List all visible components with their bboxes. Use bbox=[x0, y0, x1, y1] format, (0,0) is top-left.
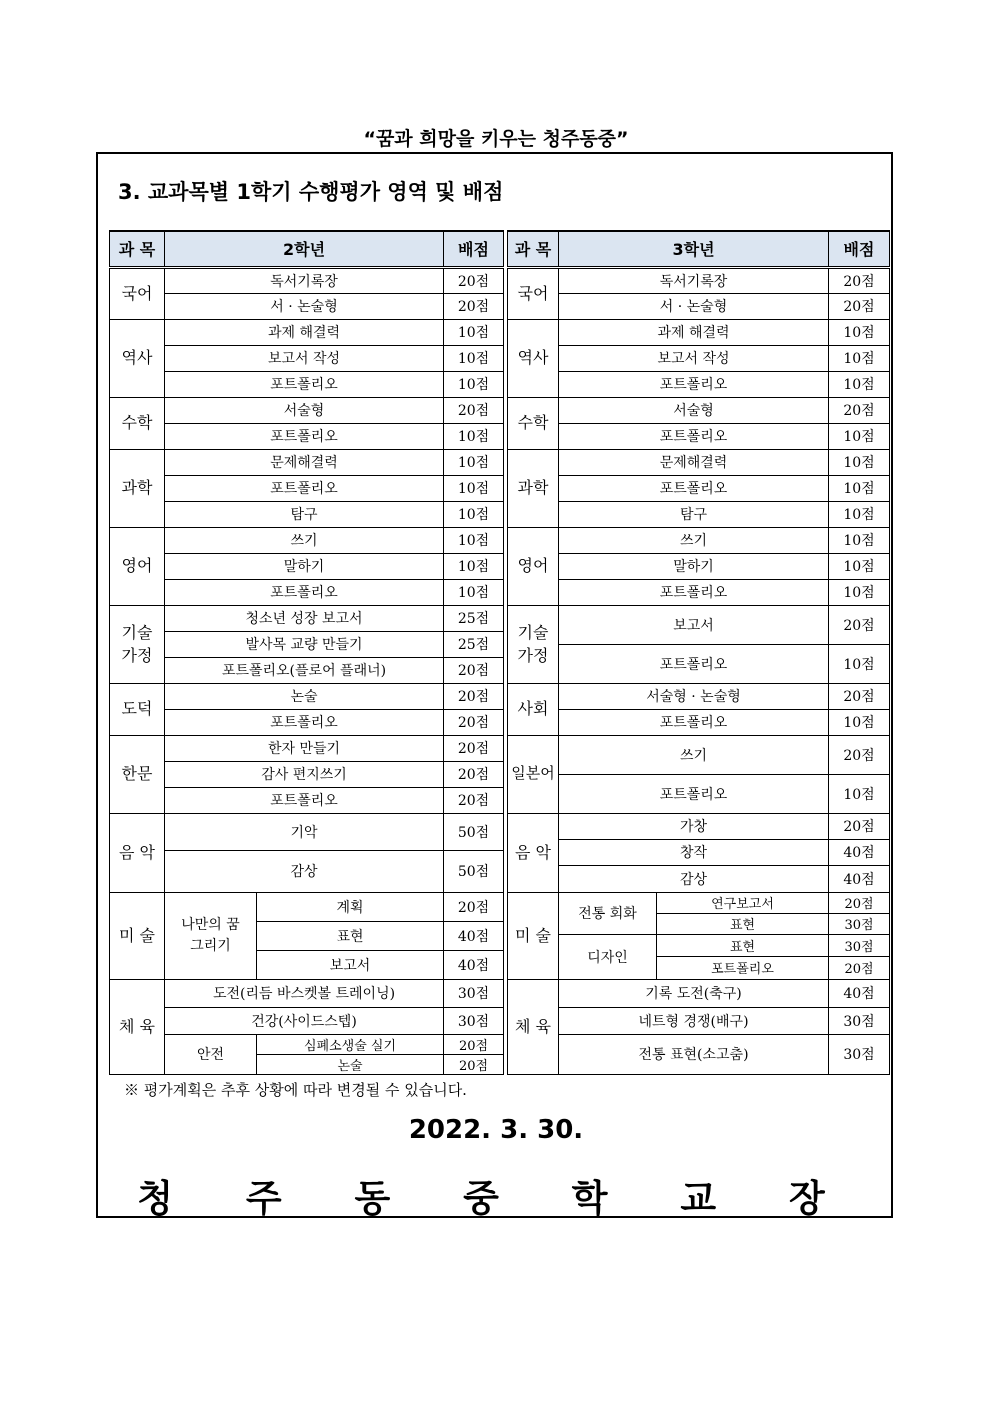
points-cell: 50점 bbox=[444, 813, 504, 850]
subject-cell: 한문 bbox=[110, 735, 165, 813]
area-cell: 도전(리듬 바스켓볼 트레이닝) bbox=[165, 979, 444, 1007]
grade3-table bbox=[507, 230, 890, 1075]
points-cell: 10점 bbox=[829, 371, 890, 397]
area-cell: 과제 해결력 bbox=[559, 319, 829, 345]
area-cell: 포트폴리오 bbox=[165, 371, 444, 397]
area-cell: 서술형 bbox=[559, 397, 829, 423]
area-cell: 서 · 논술형 bbox=[165, 293, 444, 319]
area-cell: 청소년 성장 보고서 bbox=[165, 605, 444, 631]
points-cell: 10점 bbox=[829, 501, 890, 527]
subject-header: 과 목 bbox=[508, 231, 559, 267]
area-cell: 감상 bbox=[165, 850, 444, 892]
change-notice: ※ 평가계획은 추후 상황에 따라 변경될 수 있습니다. bbox=[124, 1081, 467, 1099]
area-cell: 논술 bbox=[257, 1054, 444, 1074]
area-cell: 포트폴리오 bbox=[559, 709, 829, 735]
points-cell: 20점 bbox=[829, 267, 890, 293]
area-cell: 포트폴리오 bbox=[165, 709, 444, 735]
points-cell: 20점 bbox=[829, 605, 890, 644]
subject-cell: 과학 bbox=[110, 449, 165, 527]
subject-cell: 체 육 bbox=[110, 979, 165, 1074]
subject-cell: 사회 bbox=[508, 683, 559, 735]
subject-cell: 영어 bbox=[110, 527, 165, 605]
points-cell: 20점 bbox=[444, 293, 504, 319]
subject-cell: 역사 bbox=[110, 319, 165, 397]
points-cell: 10점 bbox=[829, 709, 890, 735]
group-cell: 디자인 bbox=[559, 934, 657, 979]
points-cell: 20점 bbox=[444, 1034, 504, 1054]
points-cell: 10점 bbox=[829, 449, 890, 475]
points-cell: 20점 bbox=[444, 709, 504, 735]
area-cell: 계획 bbox=[257, 892, 444, 921]
area-cell: 기악 bbox=[165, 813, 444, 850]
area-cell: 포트폴리오 bbox=[165, 475, 444, 501]
area-cell: 가창 bbox=[559, 813, 829, 839]
subject-cell: 음 악 bbox=[508, 813, 559, 892]
area-cell: 포트폴리오 bbox=[559, 423, 829, 449]
points-cell: 10점 bbox=[829, 319, 890, 345]
area-cell: 포트폴리오 bbox=[559, 475, 829, 501]
area-cell: 과제 해결력 bbox=[165, 319, 444, 345]
subject-cell: 역사 bbox=[508, 319, 559, 397]
points-cell: 10점 bbox=[444, 319, 504, 345]
points-header: 배점 bbox=[829, 231, 890, 267]
area-cell: 표현 bbox=[657, 934, 829, 956]
points-cell: 10점 bbox=[444, 553, 504, 579]
points-cell: 10점 bbox=[829, 423, 890, 449]
points-cell: 30점 bbox=[444, 1007, 504, 1034]
area-cell: 기록 도전(축구) bbox=[559, 979, 829, 1007]
points-cell: 40점 bbox=[444, 921, 504, 950]
group-cell bbox=[165, 892, 257, 979]
area-cell: 말하기 bbox=[165, 553, 444, 579]
document-date: 2022. 3. 30. bbox=[408, 1115, 584, 1145]
area-cell: 서 · 논술형 bbox=[559, 293, 829, 319]
area-cell: 포트폴리오 bbox=[165, 423, 444, 449]
area-cell: 포트폴리오 bbox=[165, 579, 444, 605]
points-cell: 30점 bbox=[829, 1007, 890, 1034]
area-cell: 포트폴리오 bbox=[559, 371, 829, 397]
points-cell: 20점 bbox=[444, 397, 504, 423]
subject-cell: 수학 bbox=[110, 397, 165, 449]
area-cell: 전통 표현(소고춤) bbox=[559, 1034, 829, 1074]
subject-header: 과 목 bbox=[110, 231, 165, 267]
points-cell: 30점 bbox=[444, 979, 504, 1007]
area-cell: 보고서 bbox=[559, 605, 829, 644]
points-cell: 10점 bbox=[444, 475, 504, 501]
area-cell: 포트폴리오 bbox=[657, 956, 829, 979]
subject-cell: 미 술 bbox=[508, 892, 559, 979]
area-cell: 보고서 작성 bbox=[559, 345, 829, 371]
area-cell: 보고서 작성 bbox=[165, 345, 444, 371]
group-line: 그리기 bbox=[190, 937, 231, 954]
area-cell: 네트형 경쟁(배구) bbox=[559, 1007, 829, 1034]
points-cell: 20점 bbox=[444, 787, 504, 813]
points-cell: 10점 bbox=[829, 475, 890, 501]
points-cell: 25점 bbox=[444, 605, 504, 631]
grade2-table bbox=[109, 230, 504, 1075]
area-cell: 탐구 bbox=[165, 501, 444, 527]
points-cell: 10점 bbox=[829, 644, 890, 683]
points-cell: 20점 bbox=[444, 267, 504, 293]
points-cell: 10점 bbox=[829, 553, 890, 579]
subject-cell: 과학 bbox=[508, 449, 559, 527]
points-cell: 10점 bbox=[829, 527, 890, 553]
points-cell: 20점 bbox=[444, 683, 504, 709]
area-cell: 감상 bbox=[559, 865, 829, 892]
subject-line: 가정 bbox=[121, 646, 153, 665]
area-cell: 문제해결력 bbox=[559, 449, 829, 475]
area-cell: 보고서 bbox=[257, 950, 444, 979]
area-cell: 탐구 bbox=[559, 501, 829, 527]
points-cell: 10점 bbox=[829, 345, 890, 371]
subject-cell: 체 육 bbox=[508, 979, 559, 1074]
area-cell: 포트폴리오 bbox=[559, 579, 829, 605]
points-cell: 40점 bbox=[829, 865, 890, 892]
group-line: 나만의 꿈 bbox=[181, 917, 240, 934]
points-cell: 20점 bbox=[829, 683, 890, 709]
subject-cell: 음 악 bbox=[110, 813, 165, 892]
points-cell: 10점 bbox=[444, 527, 504, 553]
points-cell: 40점 bbox=[829, 979, 890, 1007]
points-cell: 50점 bbox=[444, 850, 504, 892]
subject-cell: 일본어 bbox=[508, 735, 559, 813]
subject-line: 가정 bbox=[517, 646, 549, 665]
area-cell: 쓰기 bbox=[559, 527, 829, 553]
subject-line: 기술 bbox=[517, 622, 549, 642]
subject-cell: 국어 bbox=[508, 267, 559, 319]
points-cell: 40점 bbox=[829, 839, 890, 865]
points-cell: 10점 bbox=[444, 501, 504, 527]
points-cell: 10점 bbox=[829, 579, 890, 605]
area-cell: 표현 bbox=[657, 913, 829, 934]
area-cell: 독서기록장 bbox=[559, 267, 829, 293]
grade3-header: 3학년 bbox=[559, 231, 829, 267]
subject-cell: 미 술 bbox=[110, 892, 165, 979]
points-cell: 30점 bbox=[829, 913, 890, 934]
points-cell: 30점 bbox=[829, 1034, 890, 1074]
area-cell: 독서기록장 bbox=[165, 267, 444, 293]
points-cell: 20점 bbox=[444, 892, 504, 921]
points-cell: 20점 bbox=[829, 293, 890, 319]
area-cell: 창작 bbox=[559, 839, 829, 865]
area-cell: 연구보고서 bbox=[657, 892, 829, 913]
points-cell: 20점 bbox=[829, 735, 890, 774]
area-cell: 쓰기 bbox=[559, 735, 829, 774]
area-cell: 건강(사이드스텝) bbox=[165, 1007, 444, 1034]
area-cell: 발사목 교량 만들기 bbox=[165, 631, 444, 657]
subject-cell: 영어 bbox=[508, 527, 559, 605]
points-cell: 40점 bbox=[444, 950, 504, 979]
area-cell: 문제해결력 bbox=[165, 449, 444, 475]
principal-signature: 청 주 동 중 학 교 장 bbox=[137, 1177, 855, 1220]
area-cell: 한자 만들기 bbox=[165, 735, 444, 761]
area-cell: 말하기 bbox=[559, 553, 829, 579]
group-cell: 안전 bbox=[165, 1034, 257, 1074]
subject-cell: 수학 bbox=[508, 397, 559, 449]
subject-cell: 국어 bbox=[110, 267, 165, 319]
school-motto: “꿈과 희망을 키우는 청주동중” bbox=[363, 128, 629, 150]
area-cell: 서술형 bbox=[165, 397, 444, 423]
points-cell: 20점 bbox=[444, 761, 504, 787]
area-cell: 포트폴리오 bbox=[559, 774, 829, 813]
points-cell: 10점 bbox=[444, 449, 504, 475]
area-cell: 포트폴리오 bbox=[559, 644, 829, 683]
area-cell: 심폐소생술 실기 bbox=[257, 1034, 444, 1054]
area-cell: 쓰기 bbox=[165, 527, 444, 553]
area-cell: 포트폴리오 bbox=[165, 787, 444, 813]
points-cell: 25점 bbox=[444, 631, 504, 657]
points-cell: 10점 bbox=[829, 774, 890, 813]
points-cell: 20점 bbox=[829, 397, 890, 423]
grade2-header: 2학년 bbox=[165, 231, 444, 267]
subject-cell bbox=[110, 605, 165, 683]
points-header: 배점 bbox=[444, 231, 504, 267]
points-cell: 20점 bbox=[829, 813, 890, 839]
points-cell: 10점 bbox=[444, 371, 504, 397]
subject-cell: 도덕 bbox=[110, 683, 165, 735]
points-cell: 20점 bbox=[444, 735, 504, 761]
subject-cell bbox=[508, 605, 559, 683]
points-cell: 10점 bbox=[444, 579, 504, 605]
area-cell: 감사 편지쓰기 bbox=[165, 761, 444, 787]
points-cell: 20점 bbox=[829, 956, 890, 979]
area-cell: 논술 bbox=[165, 683, 444, 709]
area-cell: 서술형 · 논술형 bbox=[559, 683, 829, 709]
points-cell: 20점 bbox=[829, 892, 890, 913]
section-title: 3. 교과목별 1학기 수행평가 영역 및 배점 bbox=[118, 180, 504, 204]
points-cell: 20점 bbox=[444, 657, 504, 683]
points-cell: 30점 bbox=[829, 934, 890, 956]
points-cell: 10점 bbox=[444, 345, 504, 371]
points-cell: 10점 bbox=[444, 423, 504, 449]
area-cell: 표현 bbox=[257, 921, 444, 950]
group-cell: 전통 회화 bbox=[559, 892, 657, 934]
points-cell: 20점 bbox=[444, 1054, 504, 1074]
subject-line: 기술 bbox=[121, 622, 153, 642]
area-cell: 포트폴리오(플로어 플래너) bbox=[165, 657, 444, 683]
